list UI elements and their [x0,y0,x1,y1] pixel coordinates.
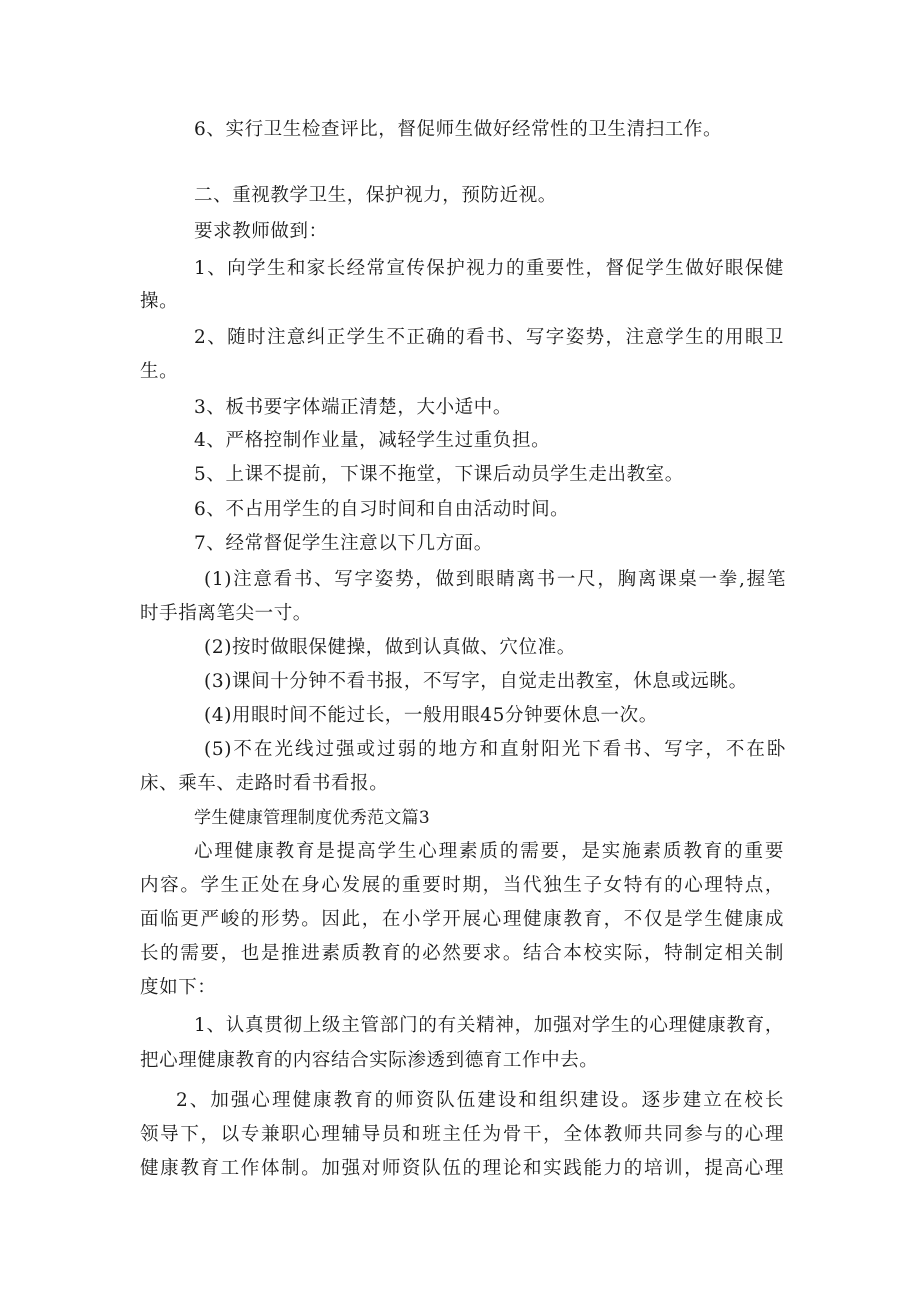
text-line: (5)不在光线过强或过弱的地方和直射阳光下看书、写字，不在卧 [204,739,786,760]
text-line: 2、随时注意纠正学生不正确的看书、写字姿势，注意学生的用眼卫 [194,327,784,348]
text-line: 3、板书要字体端正清楚，大小适中。 [194,397,512,418]
text-line: 内容。学生正处在身心发展的重要时期，当代独生子女特有的心理特点， [140,875,784,896]
text-line: (4)用眼时间不能过长，一般用眼45分钟要休息一次。 [204,705,658,726]
text-line: 把心理健康教育的内容结合实际渗透到德育工作中去。 [140,1050,599,1071]
text-line: (2)按时做眼保健操，做到认真做、穴位准。 [204,637,576,658]
text-line: 长的需要，也是推进素质教育的必然要求。结合本校实际，特制定相关制 [140,943,784,964]
text-line: 1、认真贯彻上级主管部门的有关精神，加强对学生的心理健康教育， [194,1015,784,1036]
text-line: (3)课间十分钟不看书报，不写字，自觉走出教室，休息或远眺。 [204,671,748,692]
text-line: 心理健康教育是提高学生心理素质的需要，是实施素质教育的重要 [194,841,784,862]
text-line: 健康教育工作体制。加强对师资队伍的理论和实践能力的培训，提高心理 [140,1158,784,1179]
text-line: (1)注意看书、写字姿势，做到眼睛离书一尺，胸离课桌一拳,握笔 [204,569,786,590]
text-line: 领导下，以专兼职心理辅导员和班主任为骨干，全体教师共同参与的心理 [140,1124,784,1145]
text-line: 操。 [140,291,179,312]
text-line: 1、向学生和家长经常宣传保护视力的重要性，督促学生做好眼保健 [194,258,784,279]
article-subtitle: 学生健康管理制度优秀范文篇3 [194,808,431,828]
text-line: 面临更严峻的形势。因此，在小学开展心理健康教育，不仅是学生健康成 [140,909,784,930]
text-line: 7、经常督促学生注意以下几方面。 [194,533,493,554]
text-line: 4、严格控制作业量，减轻学生过重负担。 [194,430,551,451]
text-line: 生。 [140,361,179,382]
text-line: 度如下： [140,977,217,998]
section-heading: 二、重视教学卫生，保护视力，预防近视。 [194,185,557,206]
text-line: 要求教师做到： [194,221,328,242]
text-line: 时手指离笔尖一寸。 [140,603,312,624]
text-line: 2、加强心理健康教育的师资队伍建设和组织建设。逐步建立在校长 [176,1090,784,1111]
text-line: 6、实行卫生检查评比，督促师生做好经常性的卫生清扫工作。 [194,119,723,140]
text-line: 床、乘车、走路时看书看报。 [140,773,389,794]
text-line: 5、上课不提前，下课不拖堂，下课后动员学生走出教室。 [194,464,684,485]
text-line: 6、不占用学生的自习时间和自由活动时间。 [194,499,570,520]
